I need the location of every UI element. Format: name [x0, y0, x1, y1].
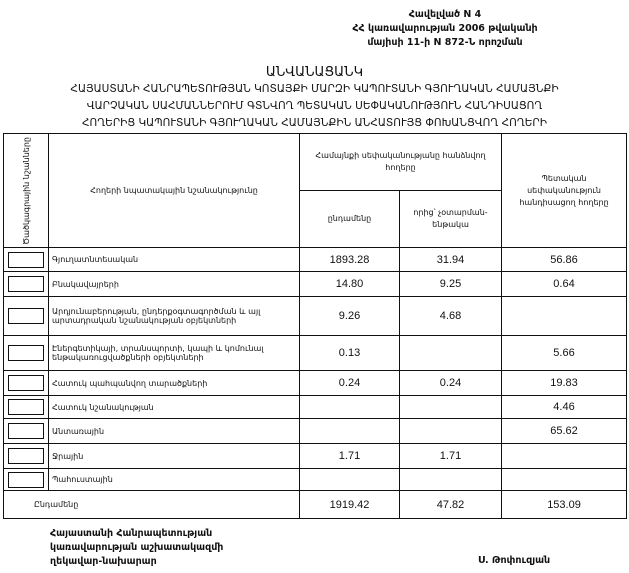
code-box [8, 276, 44, 292]
purpose-cell: Բնակավայրերի [49, 272, 300, 297]
title-line: ՀԱՅԱՍՏԱՆԻ ՀԱՆՐԱՊԵՏՈՒԹՅԱՆ ԿՈՏԱՅՔԻ ՄԱՐԶԻ ԿԱՊՈՒՏԱՆԻ ԳՅՈՒՂԱԿԱՆ ՀԱՄԱՅՆՔԻ [70, 83, 559, 95]
purpose-cell: Ջրային [49, 444, 300, 469]
of-which-cell [400, 419, 502, 444]
code-cell [4, 469, 49, 491]
code-cell [4, 371, 49, 396]
title-line: ՀՈՂԵՐԻՑ ԿԱՊՈՒՏԱՆԻ ԳՅՈՒՂԱԿԱՆ ՀԱՄԱՅՆՔԻՆ ԱՆՀԱՏՈՒՅՑ ՓՈԽԱՆՑՎՈՂ ՀՈՂԵՐԻ [82, 117, 547, 129]
of-which-cell [400, 469, 502, 491]
table-row [4, 297, 627, 336]
code-cell [4, 297, 49, 336]
title-line: ՎԱՐՉԱԿԱՆ ՍԱՀՄԱՆՆԵՐՈՒՄ ԳՏՆՎՈՂ ՊԵՏԱԿԱՆ ՍԵՓԱԿԱՆՈՒԹՅՈՒՆ ՀԱՆԴԻՍԱՑՈՂ [86, 100, 543, 112]
code-cell [4, 272, 49, 297]
code-cell [4, 444, 49, 469]
header-community: Համայնքի սեփականությանը հանձնվող հողերը [300, 134, 502, 191]
annex-line: Հավելված N 4 [408, 9, 482, 20]
code-box [8, 308, 44, 324]
state-cell: 4.46 [502, 396, 627, 419]
table-row [4, 396, 627, 419]
code-box [8, 448, 44, 464]
header-code-text: Ծածկագրային նշանները [21, 136, 31, 245]
land-table [3, 133, 627, 519]
total-cell: 0.13 [300, 336, 400, 371]
state-cell: 56.86 [502, 248, 627, 272]
code-cell [4, 419, 49, 444]
total-cell [300, 419, 400, 444]
position-line: ղեկավար-նախարար [50, 556, 157, 567]
purpose-cell: Հատուկ պահպանվող տարածքների [49, 371, 300, 396]
table-row [4, 272, 627, 297]
total-cell [300, 469, 400, 491]
header-of-which: որից՝ չօտարման-ենթակա [400, 191, 502, 248]
of-which-cell: 4.68 [400, 297, 502, 336]
sum-row [4, 491, 627, 519]
code-box [8, 375, 44, 391]
state-cell [502, 297, 627, 336]
purpose-cell: Հատուկ նշանակության [49, 396, 300, 419]
table-row [4, 444, 627, 469]
code-box [8, 345, 44, 361]
of-which-cell: 1.71 [400, 444, 502, 469]
purpose-cell: Էներգետիկայի, տրանսպորտի, կապի և կոմունալ ենթակառուցվածքների օբյեկտների [49, 336, 300, 371]
sum-label: Ընդամենը [4, 491, 300, 519]
state-cell: 0.64 [502, 272, 627, 297]
purpose-cell: Գյուղատնտեսական [49, 248, 300, 272]
of-which-cell [400, 396, 502, 419]
total-cell: 0.24 [300, 371, 400, 396]
total-cell: 14.80 [300, 272, 400, 297]
state-cell [502, 444, 627, 469]
total-cell [300, 396, 400, 419]
purpose-cell: Արդյունաբերության, ընդերքօգտագործման և այլ արտադրական նշանակության օբյեկտների [49, 297, 300, 336]
title-main: ԱՆՎԱՆԱՑԱՆԿ [265, 65, 364, 80]
header-total: ընդամենը [300, 191, 400, 248]
code-cell [4, 396, 49, 419]
state-cell: 65.62 [502, 419, 627, 444]
sum-of-which: 47.82 [400, 491, 502, 519]
code-cell [4, 248, 49, 272]
annex-reference [330, 8, 560, 50]
table-row [4, 371, 627, 396]
signatory-position [50, 527, 223, 569]
state-cell [502, 469, 627, 491]
state-cell: 19.83 [502, 371, 627, 396]
position-line: կառավարության աշխատակազմի [50, 542, 224, 553]
annex-line: ՀՀ կառավարության 2006 թվականի [352, 23, 538, 34]
header-code [4, 134, 49, 248]
document-title [0, 64, 629, 132]
of-which-cell: 9.25 [400, 272, 502, 297]
of-which-cell [400, 336, 502, 371]
purpose-cell: Պահուստային [49, 469, 300, 491]
of-which-cell: 31.94 [400, 248, 502, 272]
signatory-name: Ս. Թոփուզյան [478, 555, 551, 566]
table-row [4, 336, 627, 371]
code-box [8, 423, 44, 439]
code-box [8, 472, 44, 488]
total-cell: 1.71 [300, 444, 400, 469]
annex-line: մայիսի 11-ի N 872-Ն որոշման [367, 37, 523, 48]
code-cell [4, 336, 49, 371]
sum-total: 1919.42 [300, 491, 400, 519]
state-cell: 5.66 [502, 336, 627, 371]
position-line: Հայաստանի Հանրապետության [50, 528, 213, 539]
header-purpose: Հողերի նպատակային նշանակությունը [49, 134, 300, 248]
table-row [4, 248, 627, 272]
of-which-cell: 0.24 [400, 371, 502, 396]
total-cell: 9.26 [300, 297, 400, 336]
table-row [4, 469, 627, 491]
purpose-cell: Անտառային [49, 419, 300, 444]
sum-state: 153.09 [502, 491, 627, 519]
total-cell: 1893.28 [300, 248, 400, 272]
header-state: Պետական սեփականություն հանդիսացող հողերը [502, 134, 627, 248]
code-box [8, 399, 44, 415]
table-row [4, 419, 627, 444]
code-box [8, 252, 44, 268]
